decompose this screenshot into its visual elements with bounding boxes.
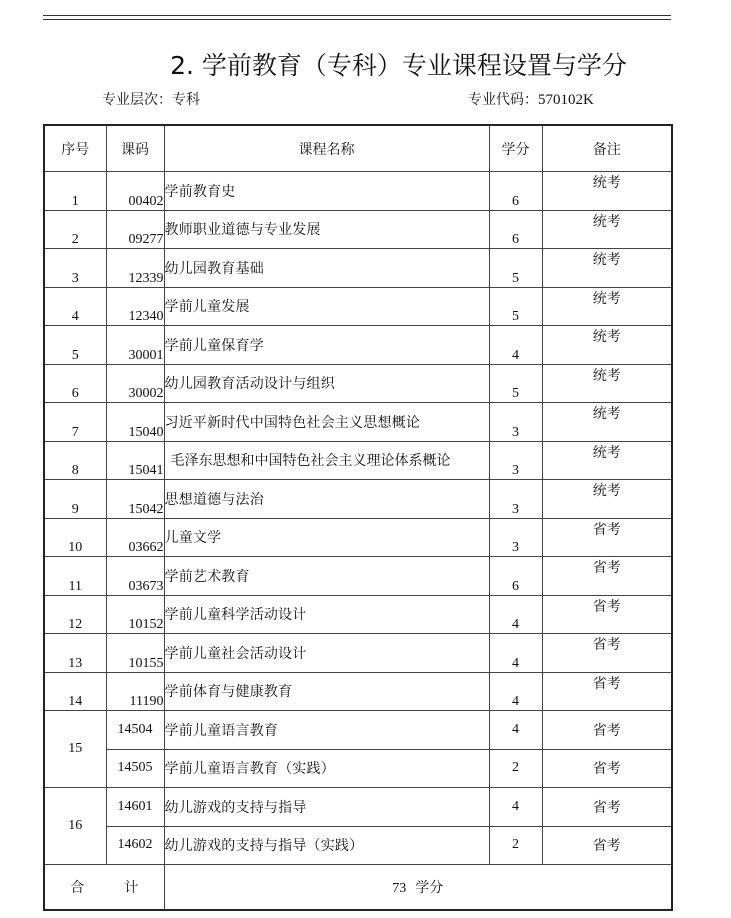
row-name: 学前儿童科学活动设计 [164,595,489,634]
table-row [44,518,672,557]
total-label [44,865,164,911]
total-row [44,865,672,911]
row-code: 30002 [106,364,164,403]
header-code: 课码 [106,125,164,172]
row-code: 14504 [106,711,164,750]
total-label-b: 计 [124,880,139,896]
course-table [43,124,673,911]
row-credit: 3 [489,480,542,519]
row-code: 14601 [106,788,164,827]
table-row [44,441,672,480]
row-credit: 3 [489,518,542,557]
row-code: 12340 [106,287,164,326]
header-rule-top [43,15,671,16]
row-note: 统考 [542,403,672,442]
row-no: 4 [44,287,106,326]
row-note: 省考 [542,749,672,788]
row-credit: 6 [489,557,542,596]
row-note: 省考 [542,518,672,557]
header-no: 序号 [44,125,106,172]
row-no: 13 [44,634,106,673]
table-row [44,210,672,249]
table-row [44,364,672,403]
row-note: 统考 [542,287,672,326]
row-credit: 4 [489,672,542,711]
row-no: 11 [44,557,106,596]
row-name: 习近平新时代中国特色社会主义思想概论 [164,403,489,442]
row-credit: 6 [489,210,542,249]
row-code: 15040 [106,403,164,442]
total-value [164,865,672,911]
table-row [44,403,672,442]
row-no: 7 [44,403,106,442]
row-code: 11190 [106,672,164,711]
row-name: 学前体育与健康教育 [164,672,489,711]
row-no: 5 [44,326,106,365]
row-note: 统考 [542,480,672,519]
row-note: 统考 [542,249,672,288]
row-code: 03662 [106,518,164,557]
row-credit: 2 [489,826,542,865]
table-row [44,749,672,788]
row-name: 儿童文学 [164,518,489,557]
major-code-label: 专业代码： [468,92,538,108]
row-note: 省考 [542,672,672,711]
row-name: 教师职业道德与专业发展 [164,210,489,249]
row-no: 14 [44,672,106,711]
table-row [44,172,672,211]
row-no: 8 [44,441,106,480]
row-credit: 2 [489,749,542,788]
row-name: 学前儿童语言教育（实践） [164,749,489,788]
row-note: 省考 [542,711,672,750]
header-credit: 学分 [489,125,542,172]
row-name: 学前艺术教育 [164,557,489,596]
row-code: 10152 [106,595,164,634]
row-code: 12339 [106,249,164,288]
row-name: 学前教育史 [164,172,489,211]
table-row [44,326,672,365]
total-credits: 73 [392,881,407,896]
row-name: 学前儿童发展 [164,287,489,326]
row-no: 16 [44,788,106,865]
table-header-row [44,125,672,172]
major-code [468,90,594,110]
row-no: 10 [44,518,106,557]
row-no: 12 [44,595,106,634]
total-label-a: 合 [70,880,85,896]
table-row [44,249,672,288]
row-name: 幼儿游戏的支持与指导（实践） [164,826,489,865]
row-name: 毛泽东思想和中国特色社会主义理论体系概论 [164,441,489,480]
row-credit: 5 [489,287,542,326]
table-row [44,634,672,673]
row-code: 03673 [106,557,164,596]
row-note: 省考 [542,595,672,634]
row-note: 统考 [542,441,672,480]
row-code: 09277 [106,210,164,249]
row-note: 统考 [542,326,672,365]
row-name: 幼儿园教育基础 [164,249,489,288]
row-credit: 4 [489,634,542,673]
row-credit: 5 [489,364,542,403]
row-note: 统考 [542,364,672,403]
row-code: 00402 [106,172,164,211]
row-note: 统考 [542,210,672,249]
row-no: 15 [44,711,106,788]
row-credit: 4 [489,326,542,365]
header-rule-bottom [43,19,671,20]
row-code: 14602 [106,826,164,865]
table-row [44,595,672,634]
row-note: 省考 [542,826,672,865]
row-code: 15041 [106,441,164,480]
row-code: 30001 [106,326,164,365]
row-credit: 4 [489,788,542,827]
row-name: 幼儿园教育活动设计与组织 [164,364,489,403]
header-note: 备注 [542,125,672,172]
row-name: 学前儿童语言教育 [164,711,489,750]
row-no: 6 [44,364,106,403]
row-name: 幼儿游戏的支持与指导 [164,788,489,827]
table-row [44,788,672,827]
row-note: 省考 [542,634,672,673]
row-code: 10155 [106,634,164,673]
table-row [44,826,672,865]
row-name: 学前儿童社会活动设计 [164,634,489,673]
row-note: 统考 [542,172,672,211]
major-code-value: 570102K [538,92,594,108]
row-name: 学前儿童保育学 [164,326,489,365]
row-no: 2 [44,210,106,249]
row-no: 9 [44,480,106,519]
row-credit: 4 [489,711,542,750]
row-credit: 4 [489,595,542,634]
table-row [44,287,672,326]
table-row [44,711,672,750]
row-note: 省考 [542,788,672,827]
row-credit: 3 [489,441,542,480]
row-note: 省考 [542,557,672,596]
row-credit: 3 [489,403,542,442]
page-title: 2. 学前教育（专科）专业课程设置与学分 [170,51,627,80]
header-name: 课程名称 [164,125,489,172]
row-code: 14505 [106,749,164,788]
row-name: 思想道德与法治 [164,480,489,519]
row-code: 15042 [106,480,164,519]
row-credit: 5 [489,249,542,288]
total-unit: 学分 [415,880,444,896]
table-row [44,672,672,711]
table-row [44,480,672,519]
major-level: 专业层次：专科 [102,92,200,108]
row-credit: 6 [489,172,542,211]
row-no: 1 [44,172,106,211]
table-row [44,557,672,596]
row-no: 3 [44,249,106,288]
